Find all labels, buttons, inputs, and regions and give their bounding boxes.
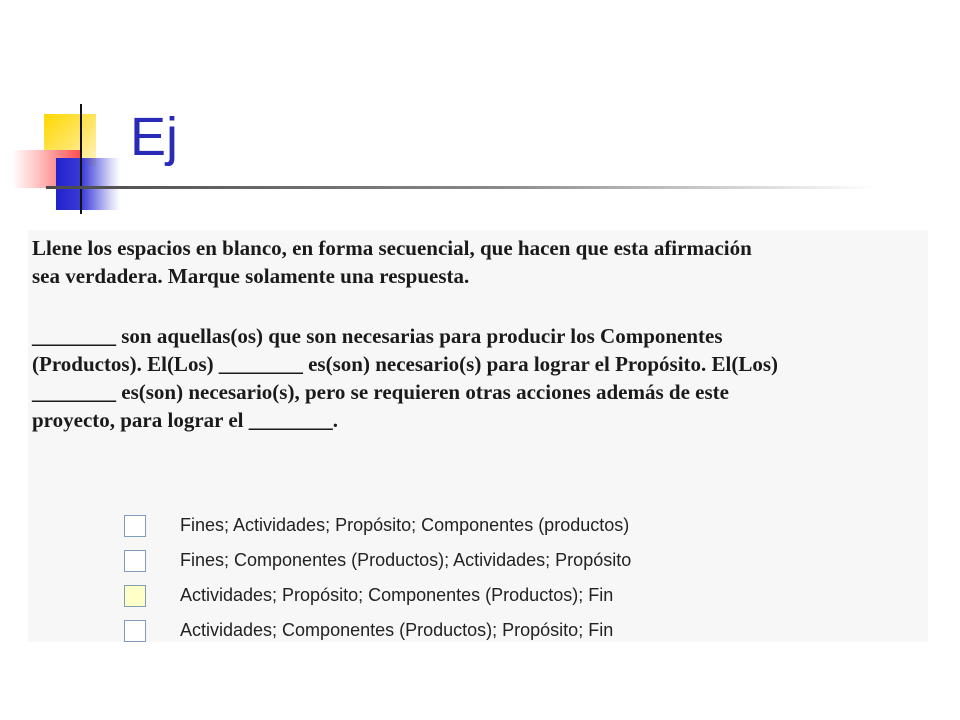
answer-checkbox[interactable] (124, 515, 146, 537)
answer-option-label: Actividades; Propósito; Componentes (Productos); Fin (180, 585, 614, 605)
question-statement: ________ son aquellas(os) que son necesarias para producir los Componentes (Productos). El(Los) ________ es(son) necesario(s) para lograr el Propósito. El(Los) ________ es(son) necesario(s), pero se requieren otras acciones además de este proyecto, para lograr el ________. (32, 324, 779, 432)
logo-vertical-line (80, 104, 82, 214)
answer-option-label: Fines; Componentes (Productos); Actividades; Propósito (180, 550, 632, 570)
title-underline (46, 186, 876, 189)
question-instructions: Llene los espacios en blanco, en forma secuencial, que hacen que esta afirmación sea verdadera. Marque solamente una respuesta. (32, 236, 752, 288)
logo-blue-square (56, 158, 120, 210)
answer-option[interactable] (124, 543, 631, 578)
answer-options (124, 508, 631, 648)
answer-option-label: Fines; Actividades; Propósito; Componentes (productos) (180, 515, 630, 535)
slide-logo (10, 100, 140, 220)
answer-option[interactable] (124, 578, 631, 613)
answer-option[interactable] (124, 508, 631, 543)
answer-checkbox[interactable] (124, 550, 146, 572)
answer-checkbox[interactable] (124, 585, 146, 607)
answer-checkbox[interactable] (124, 620, 146, 642)
question-panel (28, 230, 928, 642)
answer-option[interactable] (124, 613, 631, 648)
answer-option-label: Actividades; Componentes (Productos); Propósito; Fin (180, 620, 614, 640)
slide-title: Ej (130, 107, 179, 167)
